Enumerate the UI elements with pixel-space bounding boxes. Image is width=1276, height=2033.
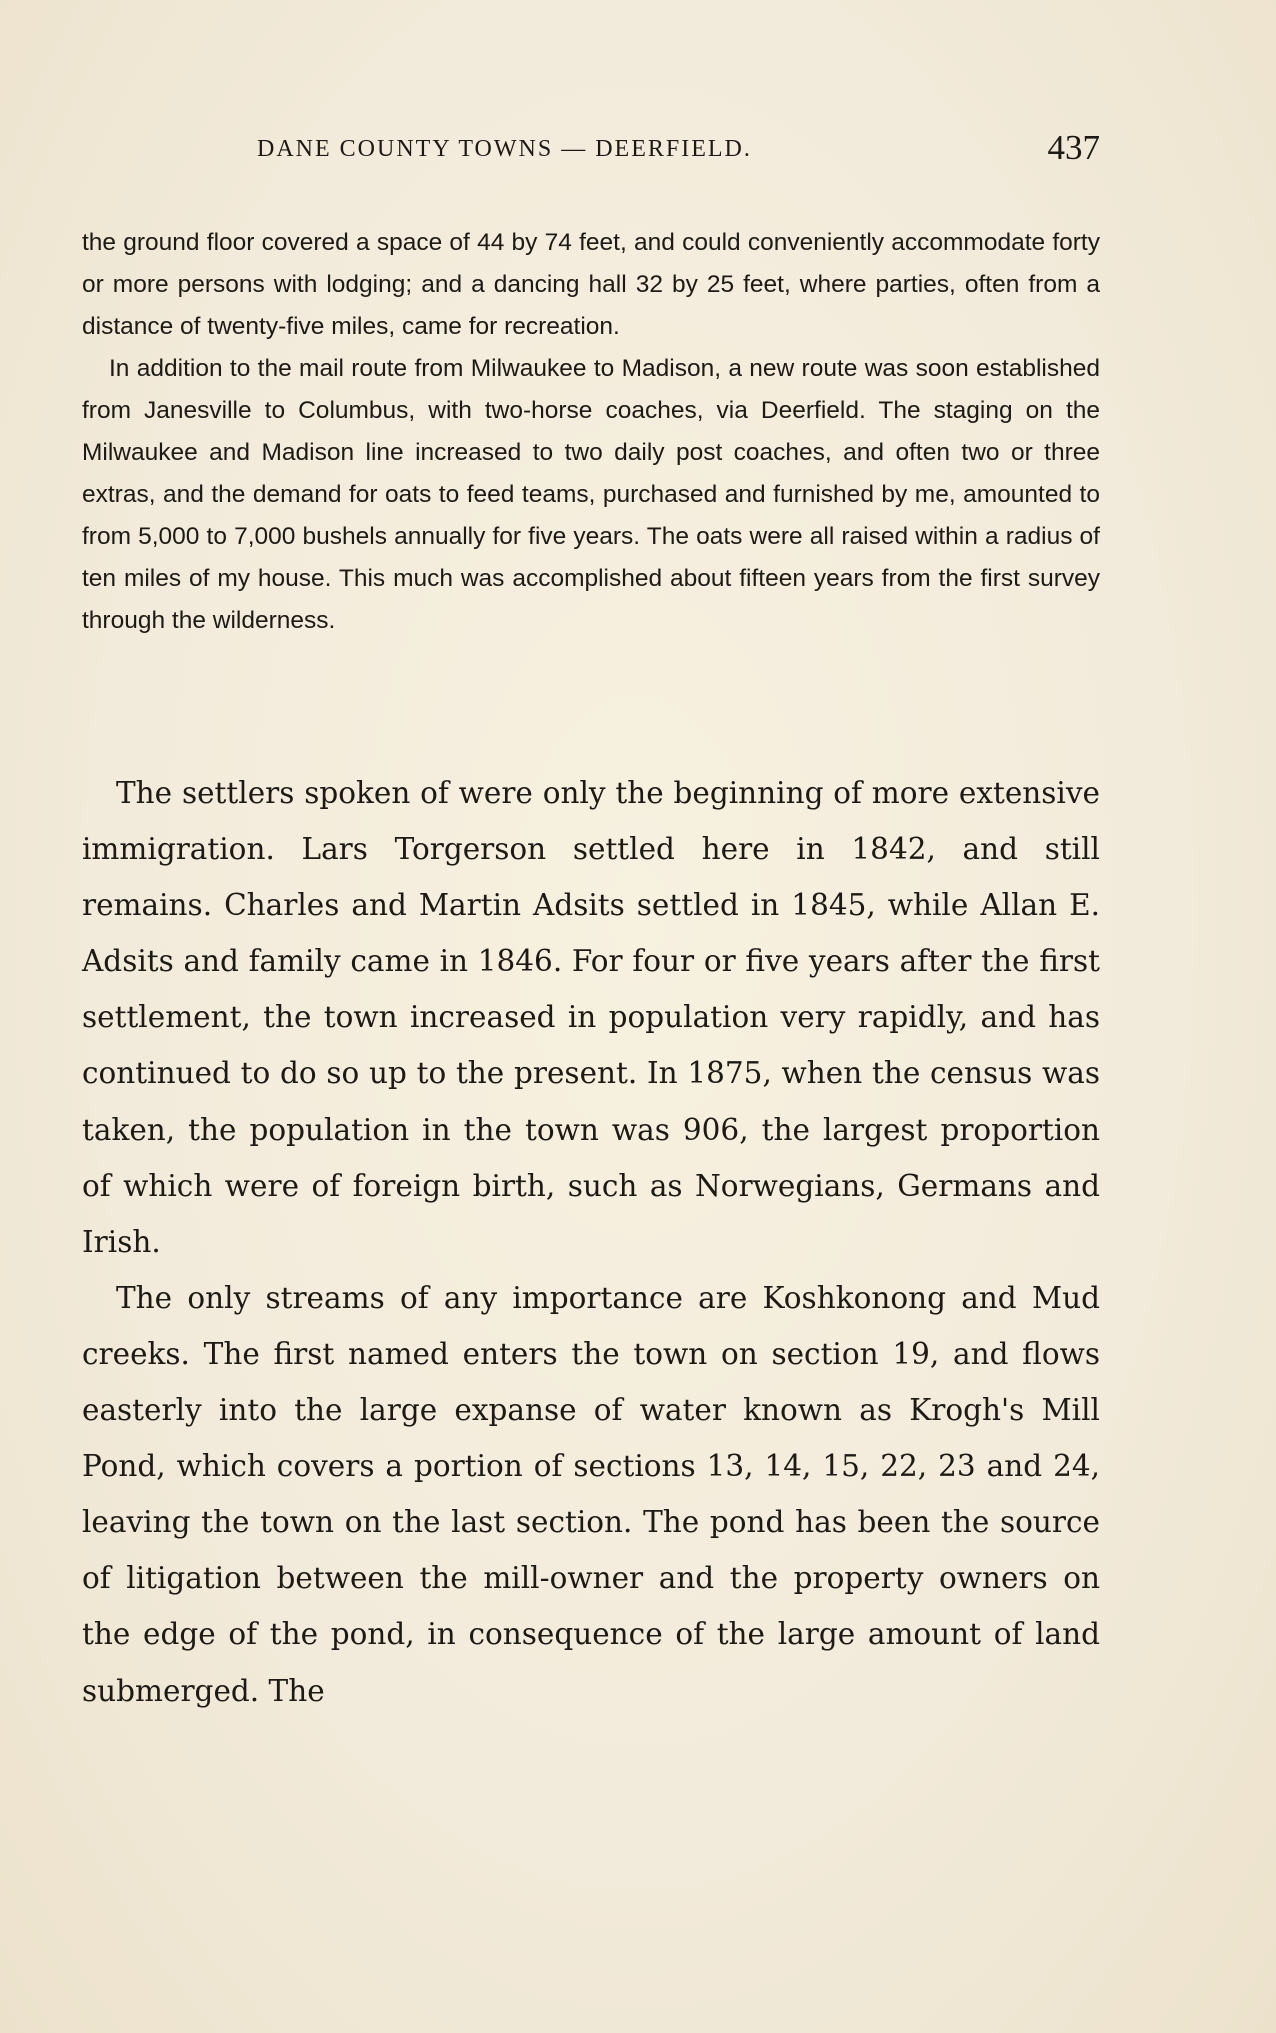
running-title: DANE COUNTY TOWNS — DEERFIELD. <box>257 136 752 162</box>
body-text-block <box>82 765 1100 1719</box>
quoted-paragraph-2: In addition to the mail route from Milwaukee to Madison, a new route was soon established from Janesville to Columbus, with two-horse coaches, via Deerfield. The staging on the Milwaukee and Madison line increased to two daily post coaches, and often two or three extras, and the demand for oats to feed teams, purchased and furnished by me, amounted to from 5,000 to 7,000 bushels annually for five years. The oats were all raised within a radius of ten miles of my house. This much was accomplished about fifteen years from the first survey through the wilderness. <box>82 355 1100 634</box>
body-paragraph-2: The only streams of any importance are Koshkonong and Mud creeks. The first named enters the town on section 19, and flows easterly into the large expanse of water known as Krogh's Mill Pond, which covers a portion of sections 13, 14, 15, 22, 23 and 24, leaving the town on the last section. The pond has been the source of litigation between the mill-owner and the property owners on the edge of the pond, in consequence of the large amount of land submerged. The <box>82 1280 1100 1708</box>
quoted-text-block <box>82 222 1100 642</box>
page-number: 437 <box>1047 128 1100 167</box>
page-header <box>82 128 1100 178</box>
quoted-paragraph-1: the ground floor covered a space of 44 by 74 feet, and could conveniently accommodate forty or more persons with lodging; and a dancing hall 32 by 25 feet, where parties, often from a distance of twenty-five miles, came for recreation. <box>82 229 1100 340</box>
body-paragraph-1: The settlers spoken of were only the beginning of more extensive immigration. Lars Torgerson settled here in 1842, and still remains. Charles and Martin Adsits settled in 1845, while Allan E. Adsits and family came in 1846. For four or five years after the first settlement, the town increased in population very rapidly, and has continued to do so up to the present. In 1875, when the census was taken, the population in the town was 906, the largest proportion of which were of foreign birth, such as Norwegians, Germans and Irish. <box>82 776 1100 1259</box>
